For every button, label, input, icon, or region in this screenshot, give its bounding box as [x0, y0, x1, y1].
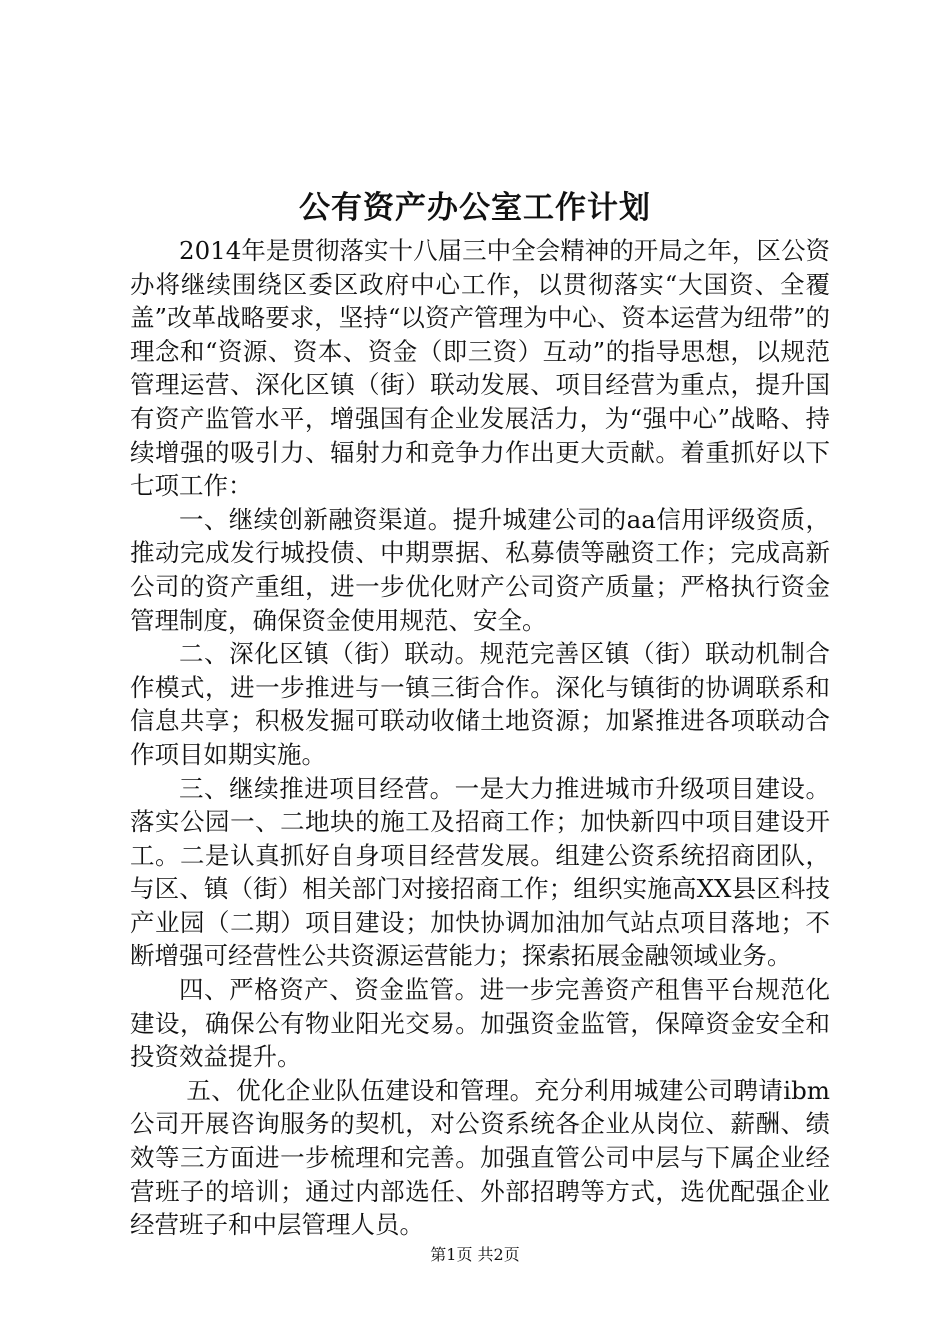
paragraph-intro: 2014年是贯彻落实十八届三中全会精神的开局之年，区公资办将继续围绕区委区政府中心工作，以贯彻落实“大国资、全覆盖”改革战略要求，坚持“以资产管理为中心、资本运营为纽带”的理念和“资源、资本、资金（即三资）互动”的指导思想，以规范管理运营、深化区镇（街）联动发展、项目经营为重点，提升国有资产监管水平，增强国有企业发展活力，为“强中心”战略、持续增强的吸引力、辐射力和竞争力作出更大贡献。着重抓好以下七项工作：	[130, 236, 830, 501]
paragraph-item-1: 一、继续创新融资渠道。提升城建公司的aa信用评级资质，推动完成发行城投债、中期票据、私募债等融资工作；完成高新公司的资产重组，进一步优化财产公司资产质量；严格执行资金管理制度，确保资金使用规范、安全。	[130, 504, 830, 635]
document-title: 公有资产办公室工作计划	[299, 190, 651, 226]
paragraph-item-4: 四、严格资产、资金监管。进一步完善资产租售平台规范化建设，确保公有物业阳光交易。加强资金监管，保障资金安全和投资效益提升。	[130, 975, 830, 1072]
paragraph-item-2: 二、深化区镇（街）联动。规范完善区镇（街）联动机制合作模式，进一步推进与一镇三街合作。深化与镇街的协调联系和信息共享；积极发掘可联动收储土地资源；加紧推进各项联动合作项目如期实施。	[130, 639, 830, 769]
paragraph-item-5: 五、优化企业队伍建设和管理。充分利用城建公司聘请ibm公司开展咨询服务的契机，对公资系统各企业从岗位、薪酬、绩效等三方面进一步梳理和完善。加强直管公司中层与下属企业经营班子的培训；通过内部选任、外部招聘等方式，选优配强企业经营班子和中层管理人员。	[130, 1075, 830, 1240]
paragraph-item-3: 三、继续推进项目经营。一是大力推进城市升级项目建设。落实公园一、二地块的施工及招商工作；加快新四中项目建设开工。二是认真抓好自身项目经营发展。组建公资系统招商团队，与区、镇（街）相关部门对接招商工作；组织实施高XX县区科技产业园（二期）项目建设；加快协调加油加气站点项目落地；不断增强可经营性公共资源运营能力；探索拓展金融领域业务。	[130, 773, 830, 971]
document-body	[130, 234, 830, 1242]
page-number-footer: 第1页 共2页	[430, 1245, 520, 1264]
